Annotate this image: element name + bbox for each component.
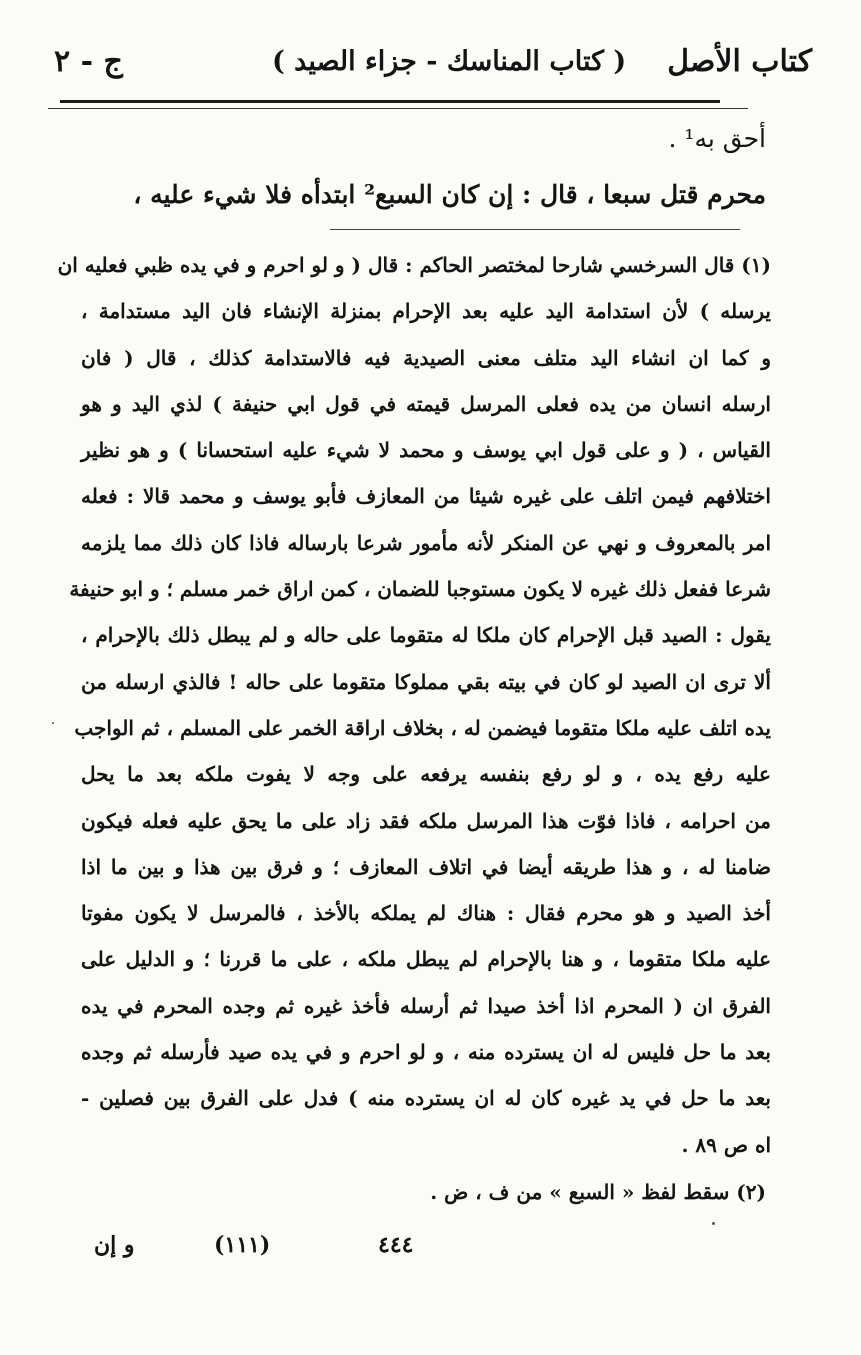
catchword: و إن: [94, 1232, 135, 1258]
header-rule-thin: [48, 108, 748, 109]
footnote-line: اه ص ٨٩ .: [681, 1132, 771, 1157]
footnote-2: (٢) سقط لفظ « السبع » من ف ، ض .: [430, 1180, 766, 1204]
print-speck: [52, 722, 54, 724]
footnote-1: [57, 242, 771, 1168]
footnote-line: أخذ الصيد و هو محرم فقال : هناك لم يملكه بالأخذ ، فالمرسل لا يكون مفوتا: [81, 901, 771, 926]
footnote-line: بعد ما حل فليس له ان يسترده منه ، و لو احرم و في يده صيد فأرسله ثم وجده: [81, 1040, 771, 1065]
footnote-line: يده اتلف عليه ملكا متقوما فيضمن له ، بخلاف اراقة الخمر على المسلم ، ثم الواجب: [74, 715, 771, 740]
footnote-line: (١) قال السرخسي شارحا لمختصر الحاكم : قال ( و لو احرم و في يده ظبي فعليه ان: [57, 253, 771, 277]
footnote-line: اختلافهم فيمن اتلف على غيره شيئا من المعازف فأبو يوسف و محمد قالا : فعله: [81, 484, 771, 509]
book-title: كتاب الأصل: [667, 44, 812, 79]
footnote-line: امر بالمعروف و نهي عن المنكر لأنه مأمور شرعا بارساله فاذا كان ذلك مما يلزمه: [81, 530, 771, 555]
main-text-line-1: أحق به¹ .: [668, 124, 766, 153]
footnote-line: بعد ما حل في يد غيره كان له ان يسترده منه ) فدل على الفرق بين فصلين -: [81, 1086, 771, 1111]
footnote-line: يقول : الصيد قبل الإحرام كان ملكا له متقوما على حاله و لم يبطل ذلك بالإحرام ،: [81, 623, 771, 648]
footnote-separator: [330, 229, 740, 230]
footnote-line: و كما ان انشاء اليد متلف معنى الصيدية فيه فالاستدامة كذلك ، قال ( فان: [81, 345, 771, 370]
footnote-line: القياس ، ( و على قول ابي يوسف و محمد لا شيء عليه استحسانا ) و هو نظير: [81, 438, 771, 463]
volume-page-number: (١١١): [214, 1232, 271, 1258]
footnote-line: ارسله انسان من يده فعلى المرسل قيمته في قول ابي حنيفة ) لذي اليد و هو: [81, 391, 771, 416]
footnote-line: شرعا ففعل ذلك غيره لا يكون مستوجبا للضمان ، كمن اراق خمر مسلم ؛ و ابو حنيفة: [69, 577, 771, 602]
header-rule-thick: [60, 100, 720, 103]
footnote-line: ألا ترى ان الصيد لو كان في بيته بقي مملوكا متقوما على حاله ! فالذي ارسله من: [81, 669, 771, 694]
volume-marker: ج - ٢: [54, 44, 123, 79]
page-number: ٤٤٤: [378, 1232, 414, 1258]
footnote-line: من احرامه ، فاذا فوّت هذا المرسل ملكه فقد زاد على ما يحق عليه فعله فيكون: [81, 808, 771, 833]
section-title: ( كتاب المناسك - جزاء الصيد ): [272, 46, 627, 77]
running-header: [40, 38, 812, 94]
print-speck: [712, 1222, 715, 1225]
page-footer: [60, 1232, 760, 1272]
footnote-line: ضامنا له ، و هذا طريقه أيضا في اتلاف المعازف ؛ و فرق بين هذا و بين ما اذا: [81, 854, 771, 879]
footnote-line: يرسله ) لأن استدامة اليد عليه بعد الإحرام بمنزلة الإنشاء فان اليد مستدامة ،: [81, 299, 771, 324]
footnote-line: عليه رفع يده ، و لو رفع بنفسه يرفعه على وجه لا يفوت ملكه بعد ما يحل: [81, 762, 771, 787]
main-text-line-2: محرم قتل سبعا ، قال : إن كان السبع² ابتدأه فلا شيء عليه ،: [133, 180, 766, 209]
footnote-line: الفرق ان ( المحرم اذا أخذ صيدا ثم أرسله فأخذ غيره ثم وجده المحرم في يده: [81, 993, 771, 1018]
footnote-line: عليه ملكا متقوما ، و هنا بالإحرام لم يبطل ملكه ، على ما قررنا ؛ و الدليل على: [81, 947, 771, 972]
